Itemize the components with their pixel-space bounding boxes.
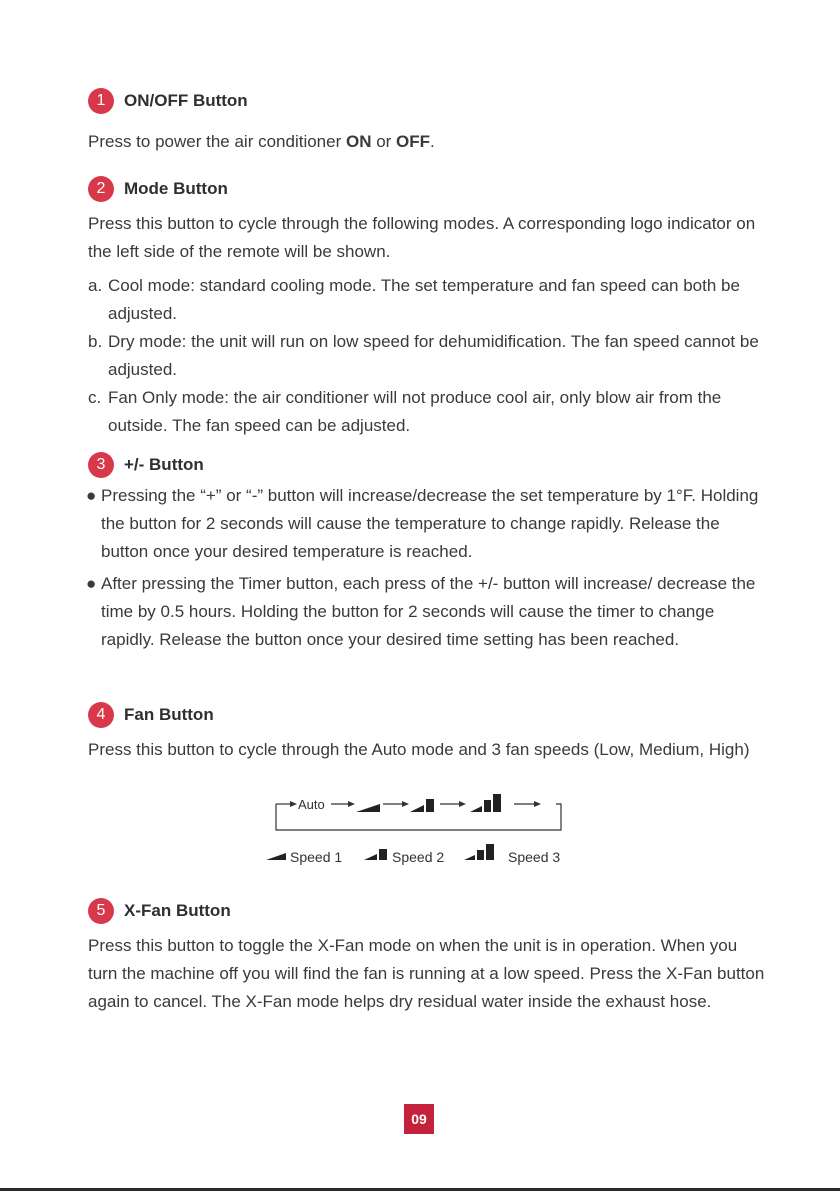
speed-1-icon (356, 804, 380, 812)
section-mode (88, 176, 768, 440)
section-text: Press this button to toggle the X-Fan mode on when the unit is in operation. When you turn the machine off you will find the fan is running at a low speed. Press the X-Fan button again to cancel. The X-Fan mode helps dry residual water inside the exhaust hose. (88, 936, 765, 1011)
list-item: b. Dry mode: the unit will run on low speed for dehumidification. The fan speed cannot be adjusted. (88, 332, 759, 379)
section-on-off (88, 88, 768, 156)
arrow-head-icon (402, 801, 409, 807)
section-text: Press to power the air conditioner ON or OFF. (88, 132, 435, 151)
list-item: a. Cool mode: standard cooling mode. The set temperature and fan speed can both be adjusted. (88, 276, 740, 323)
section-number-badge: 3 (88, 452, 114, 478)
section-number-badge: 4 (88, 702, 114, 728)
section-title: X-Fan Button (124, 901, 231, 920)
section-title: Mode Button (124, 179, 228, 198)
bottom-rule (0, 1188, 840, 1191)
legend-speed-1-label: Speed 1 (290, 849, 343, 865)
legend-speed-3-label: Speed 3 (508, 849, 561, 865)
arrow-head-icon (348, 801, 355, 807)
arrow-head-icon (534, 801, 541, 807)
on-label: ON (345, 132, 372, 151)
legend-speed-2-label: Speed 2 (392, 849, 445, 865)
list-item: c. Fan Only mode: the air conditioner will not produce cool air, only blow air from the outside. The fan speed can be adjusted. (88, 388, 722, 435)
section-x-fan (88, 898, 768, 1016)
section-number-badge: 5 (88, 898, 114, 924)
section-heading (88, 176, 768, 202)
section-heading (88, 702, 768, 728)
bullet-item: ● Pressing the “+” or “-” button will increase/decrease the set temperature by 1°F. Holding the button for 2 seconds will cause the temperature to change rapidly. Release the button once your desired temperature is reached. (86, 486, 759, 561)
section-plus-minus (88, 452, 768, 654)
section-fan (88, 702, 768, 764)
section-title: Fan Button (124, 705, 214, 724)
off-label: OFF (396, 132, 431, 151)
section-heading (88, 452, 768, 478)
speed-2-icon (410, 799, 434, 812)
section-number-badge: 2 (88, 176, 114, 202)
arrow-head-icon (290, 801, 297, 807)
section-text: Press this button to cycle through the Auto mode and 3 fan speeds (Low, Medium, High) (88, 740, 750, 759)
section-heading (88, 898, 768, 924)
legend-speed-3-icon (464, 844, 494, 860)
legend-speed-1-icon (266, 853, 286, 860)
legend-speed-2-icon (364, 849, 387, 860)
bullet-item: ● After pressing the Timer button, each press of the +/- button will increase/ decrease the time by 0.5 hours. Holding the button for 2 seconds will cause the timer to change rapidly. Release the button once your desired time setting has been reached. (86, 574, 756, 649)
fan-speed-cycle-diagram (256, 792, 576, 872)
page-number-badge: 09 (404, 1104, 434, 1134)
section-title: +/- Button (124, 455, 204, 474)
section-number-badge: 1 (88, 88, 114, 114)
section-title: ON/OFF Button (124, 91, 248, 110)
arrow-head-icon (459, 801, 466, 807)
section-intro: Press this button to cycle through the following modes. A corresponding logo indicator on the left side of the remote will be shown. (88, 214, 756, 261)
auto-label: Auto (298, 797, 325, 812)
speed-3-icon (470, 794, 501, 812)
section-heading (88, 88, 768, 114)
